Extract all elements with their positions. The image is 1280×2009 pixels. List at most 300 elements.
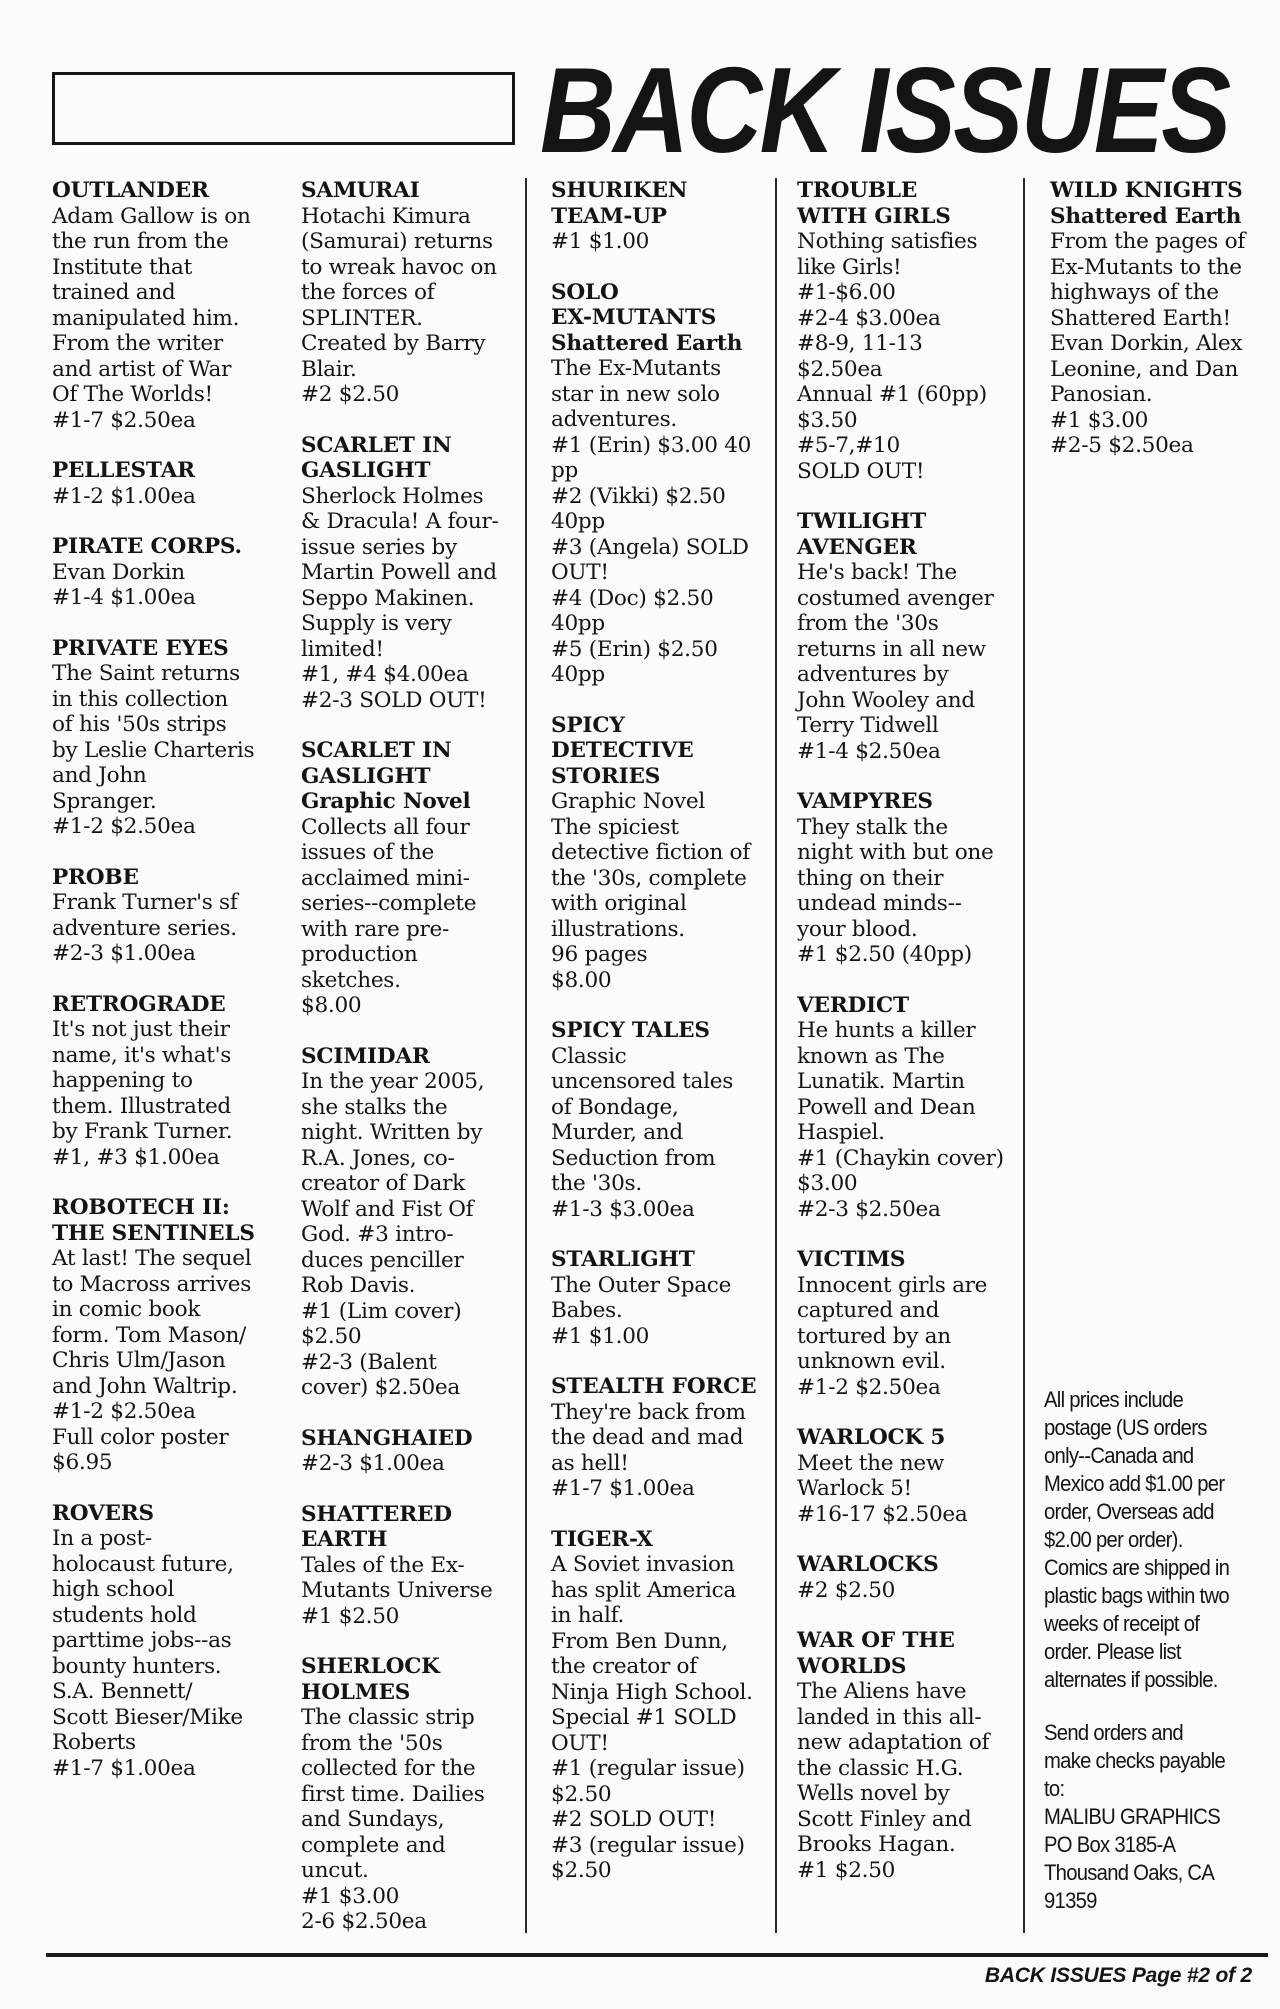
entry-text: thing on their: [797, 865, 944, 891]
entry-text: adventure series.: [52, 915, 237, 941]
entry-title: OUTLANDER: [52, 178, 209, 203]
entry-text: Shattered Earth!: [1050, 305, 1231, 331]
entry-title: ROVERS: [52, 1500, 154, 1526]
entry-text: The Aliens have: [797, 1679, 967, 1704]
entry-text: the '30s.: [551, 1171, 642, 1196]
entry-text: #1-4 $2.50ea: [797, 738, 941, 764]
entry-text: 2-6 $2.50ea: [301, 1909, 427, 1934]
pricing-paragraph: [1044, 1386, 1247, 1694]
entry-text: #2 (Vikki) $2.50: [551, 483, 726, 509]
column-2: [301, 178, 527, 1933]
entry-text: The classic strip: [301, 1705, 475, 1730]
entry-text: Created by Barry: [301, 331, 486, 356]
entry-text: #1 $2.50: [797, 1857, 896, 1883]
entry-text: tortured by an: [797, 1323, 951, 1349]
entry-text: of his '50s strips: [52, 712, 227, 737]
entry-text: #1-4 $1.00ea: [52, 585, 196, 610]
entry-text: Scott Finley and: [797, 1806, 972, 1832]
listing-entry: [797, 1552, 1023, 1603]
listing-entry: [52, 1501, 274, 1782]
entry-text: Of The Worlds!: [52, 382, 213, 407]
entry-text: with rare pre-: [301, 916, 450, 942]
entry-text: John Wooley and: [797, 687, 975, 713]
entry-text: #4 (Doc) $2.50: [551, 585, 714, 611]
entry-text: the run from the: [52, 229, 229, 254]
entry-text: Tales of the Ex-: [301, 1552, 465, 1578]
notice-line: alternates if possible.: [1044, 1667, 1218, 1692]
entry-text: to Macross arrives: [52, 1271, 252, 1297]
column-3: [551, 178, 777, 1933]
entry-text: and John: [52, 763, 147, 788]
address-paragraph: [1044, 1719, 1247, 1915]
entry-text: students hold: [52, 1602, 197, 1628]
entry-text: From the writer: [52, 331, 223, 356]
notice-line: order. Please list: [1044, 1639, 1181, 1664]
entry-text: illustrations.: [551, 916, 685, 942]
entry-text: creator of Dark: [301, 1171, 465, 1196]
entry-title: STARLIGHT: [551, 1247, 695, 1272]
entry-text: Mutants Universe: [301, 1578, 493, 1603]
ordering-notice: [1044, 1386, 1247, 1940]
entry-text: #1-2 $2.50ea: [797, 1374, 941, 1400]
entry-text: Brooks Hagan.: [797, 1832, 956, 1857]
entry-text: God. #3 intro-: [301, 1222, 454, 1247]
entry-text: From Ben Dunn,: [551, 1628, 728, 1654]
entry-text: #2 $2.50: [301, 382, 400, 407]
listing-entry: [301, 1044, 525, 1401]
entry-text: to wreak havoc on: [301, 254, 497, 280]
entry-text: OUT!: [551, 1730, 609, 1756]
listing-entry: [52, 1195, 274, 1476]
entry-text: from the '30s: [797, 611, 939, 636]
entry-text: Institute that: [52, 254, 192, 280]
column-5: [1050, 178, 1260, 484]
entry-text: Lunatik. Martin: [797, 1069, 965, 1094]
entry-title: VICTIMS: [797, 1247, 906, 1272]
listing-entry: [551, 280, 775, 688]
notice-line: Thousand Oaks, CA: [1044, 1860, 1215, 1885]
entry-text: 40pp: [551, 611, 605, 636]
listing-entry: [52, 534, 274, 611]
entry-title: SPICY: [551, 712, 625, 738]
entry-text: Haspiel.: [797, 1120, 885, 1145]
entry-text: has split America: [551, 1577, 736, 1603]
entry-text: #2-3 $1.00ea: [52, 941, 196, 966]
entry-text: #5-7,#10: [797, 433, 900, 458]
entry-text: and John Waltrip.: [52, 1373, 238, 1399]
entry-text: #1-2 $2.50ea: [52, 814, 196, 839]
entry-text: the '30s, complete: [551, 865, 747, 891]
entry-title: WARLOCKS: [797, 1552, 939, 1577]
listing-entry: [52, 992, 274, 1171]
entry-text: #5 (Erin) $2.50: [551, 636, 718, 662]
entry-text: form. Tom Mason/: [52, 1322, 247, 1348]
entry-text: Evan Dorkin: [52, 559, 185, 585]
entry-text: Martin Powell and: [301, 560, 497, 585]
entry-text: Seppo Makinen.: [301, 585, 475, 611]
entry-text: Ex-Mutants to the: [1050, 254, 1242, 280]
entry-text: from the '50s: [301, 1730, 443, 1756]
entry-text: Blair.: [301, 356, 357, 382]
entry-text: (Samurai) returns: [301, 229, 493, 254]
listing-entry: [797, 509, 1023, 764]
entry-text: 40pp: [551, 662, 605, 687]
entry-text: Rob Davis.: [301, 1273, 416, 1298]
entry-text: parttime jobs--as: [52, 1628, 232, 1653]
entry-text: #2-4 $3.00ea: [797, 305, 941, 331]
entry-text: holocaust future,: [52, 1551, 234, 1577]
entry-text: Graphic Novel: [551, 789, 705, 814]
entry-text: by Frank Turner.: [52, 1119, 233, 1144]
entry-text: landed in this all-: [797, 1704, 982, 1730]
entry-text: night with but one: [797, 840, 994, 865]
entry-text: SOLD OUT!: [797, 458, 925, 484]
notice-line: plastic bags within two: [1044, 1583, 1229, 1608]
listing-entry: [52, 636, 274, 840]
entry-text: adventures.: [551, 407, 677, 432]
entry-text: He's back! The: [797, 560, 957, 585]
listing-entry: [551, 178, 775, 255]
entry-text: $8.00: [301, 993, 362, 1018]
entry-text: #2-3 (Balent: [301, 1349, 437, 1375]
entry-title: GASLIGHT: [301, 458, 431, 483]
footer-rule: [46, 1953, 1268, 1957]
column-1: [52, 178, 278, 1806]
entry-text: #2-5 $2.50ea: [1050, 433, 1194, 458]
entry-title: WORLDS: [797, 1653, 907, 1679]
entry-text: undead minds--: [797, 891, 962, 916]
entry-text: #1-7 $1.00ea: [52, 1755, 196, 1781]
entry-text: They stalk the: [797, 814, 948, 840]
entry-text: trained and: [52, 280, 176, 305]
entry-text: The Saint returns: [52, 661, 240, 686]
entry-text: OUT!: [551, 560, 609, 585]
listing-entry: [1050, 178, 1256, 459]
entry-text: Spranger.: [52, 788, 157, 814]
entry-text: Terry Tidwell: [797, 713, 939, 738]
listing-entry: [52, 458, 274, 509]
entry-title: GASLIGHT: [301, 763, 431, 789]
listing-entry: [52, 178, 274, 433]
entry-text: Nothing satisfies: [797, 229, 978, 254]
entry-text: Powell and Dean: [797, 1094, 976, 1120]
notice-line: Send orders and: [1044, 1720, 1183, 1745]
entry-text: of Bondage,: [551, 1094, 679, 1120]
entry-text: #1-3 $3.00ea: [551, 1196, 695, 1222]
entry-text: #16-17 $2.50ea: [797, 1501, 968, 1527]
entry-text: known as The: [797, 1043, 945, 1069]
entry-text: bounty hunters.: [52, 1653, 222, 1679]
entry-text: by Leslie Charteris: [52, 737, 255, 763]
entry-title: SHANGHAIED: [301, 1425, 473, 1451]
entry-text: collected for the: [301, 1756, 476, 1781]
listing-entry: [301, 1654, 525, 1935]
entry-text: $2.50: [551, 1858, 612, 1883]
entry-text: #1, #4 $4.00ea: [301, 662, 469, 687]
entry-text: high school: [52, 1577, 175, 1602]
entry-text: Meet the new: [797, 1450, 945, 1476]
entry-text: unknown evil.: [797, 1349, 946, 1374]
entry-text: night. Written by: [301, 1120, 483, 1145]
entry-text: 40pp: [551, 509, 605, 534]
entry-title: EX-MUTANTS: [551, 305, 717, 330]
listing-entry: [797, 789, 1023, 968]
entry-text: Sherlock Holmes: [301, 483, 484, 509]
entry-text: #1 $1.00: [551, 1323, 650, 1349]
entry-text: #1 $2.50 (40pp): [797, 942, 972, 967]
entry-text: SPLINTER.: [301, 305, 423, 331]
entry-text: The Outer Space: [551, 1272, 732, 1298]
entry-text: limited!: [301, 636, 384, 662]
entry-text: detective fiction of: [551, 840, 750, 865]
entry-text: In a post-: [52, 1526, 152, 1551]
entry-title: SPICY TALES: [551, 1018, 710, 1043]
entry-text: #1 (regular issue): [551, 1756, 745, 1781]
entry-text: Frank Turner's sf: [52, 890, 238, 915]
entry-text: Leonine, and Dan: [1050, 356, 1239, 382]
entry-text: and Sundays,: [301, 1807, 445, 1832]
listing-entry: [52, 865, 274, 967]
entry-text: #1-7 $2.50ea: [52, 407, 196, 433]
entry-title: Graphic Novel: [301, 789, 471, 814]
listing-entry: [301, 433, 525, 714]
entry-title: AVENGER: [797, 534, 917, 560]
entry-title: SOLO: [551, 279, 619, 305]
entry-text: name, it's what's: [52, 1042, 232, 1068]
entry-text: #1 (Chaykin cover): [797, 1145, 1004, 1171]
entry-text: #1 $1.00: [551, 229, 650, 254]
entry-title: VAMPYRES: [797, 789, 933, 814]
listing-entry: [551, 1247, 775, 1349]
entry-title: SHERLOCK: [301, 1654, 440, 1679]
footer-page-label: BACK ISSUES Page #2 of 2: [984, 1964, 1252, 1987]
entry-text: star in new solo: [551, 381, 720, 407]
entry-title: PRIVATE EYES: [52, 635, 229, 661]
entry-text: #3 (regular issue): [551, 1832, 745, 1858]
entry-title: TWILIGHT: [797, 509, 927, 534]
entry-text: Wells novel by: [797, 1781, 950, 1806]
listing-entry: [551, 1527, 775, 1884]
entry-text: Annual #1 (60pp): [797, 382, 987, 407]
entry-text: Innocent girls are: [797, 1272, 988, 1298]
listing-entry: [301, 178, 525, 408]
entry-text: adventures by: [797, 662, 949, 687]
entry-text: $2.50ea: [797, 356, 883, 382]
entry-title: SHURIKEN: [551, 178, 688, 203]
entry-title: DETECTIVE: [551, 738, 694, 763]
entry-text: Collects all four: [301, 814, 470, 840]
entry-text: Full color poster: [52, 1424, 229, 1450]
entry-text: Chris Ulm/Jason: [52, 1348, 226, 1373]
entry-text: #1-2 $1.00ea: [52, 483, 196, 509]
entry-text: Warlock 5!: [797, 1476, 912, 1501]
entry-text: #1, #3 $1.00ea: [52, 1144, 220, 1170]
entry-text: in comic book: [52, 1297, 201, 1322]
entry-title: SCARLET IN: [301, 738, 452, 763]
entry-text: He hunts a killer: [797, 1018, 976, 1043]
entry-text: & Dracula! A four-: [301, 509, 499, 534]
page-title: BACK ISSUES: [540, 42, 1229, 178]
entry-text: #1-$6.00: [797, 280, 896, 305]
entry-title: SAMURAI: [301, 178, 420, 203]
entry-text: acclaimed mini-: [301, 865, 470, 891]
entry-text: Evan Dorkin, Alex: [1050, 331, 1243, 356]
entry-text: the classic H.G.: [797, 1755, 964, 1781]
entry-text: the creator of: [551, 1654, 697, 1679]
listing-entry: [797, 993, 1023, 1223]
entry-title: WARLOCK 5: [797, 1425, 946, 1450]
entry-text: highways of the: [1050, 280, 1219, 305]
entry-title: SCIMIDAR: [301, 1043, 430, 1069]
entry-text: first time. Dailies: [301, 1781, 485, 1807]
entry-title: SCARLET IN: [301, 432, 452, 458]
entry-text: as hell!: [551, 1450, 629, 1476]
listing-entry: [301, 1426, 525, 1477]
entry-text: in half.: [551, 1603, 625, 1628]
notice-line: make checks payable: [1044, 1748, 1226, 1773]
notice-line: $2.00 per order).: [1044, 1527, 1183, 1552]
entry-text: Murder, and: [551, 1120, 683, 1145]
listing-entry: [551, 1018, 775, 1222]
entry-title: Shattered Earth: [551, 330, 743, 356]
entry-text: #1 $3.00: [301, 1883, 400, 1909]
entry-text: new adaptation of: [797, 1730, 990, 1755]
notice-line: 91359: [1044, 1888, 1097, 1913]
entry-text: In the year 2005,: [301, 1069, 485, 1094]
notice-line: PO Box 3185-A: [1044, 1832, 1176, 1857]
notice-line: Comics are shipped in: [1044, 1555, 1230, 1580]
entry-text: in this collection: [52, 686, 228, 712]
entry-text: cover) $2.50ea: [301, 1375, 460, 1400]
entry-title: STORIES: [551, 763, 661, 789]
entry-title: WAR OF THE: [797, 1628, 955, 1653]
listing-entry: [797, 178, 1023, 484]
entry-text: duces penciller: [301, 1247, 464, 1273]
entry-text: pp: [551, 458, 579, 483]
notice-line: MALIBU GRAPHICS: [1044, 1804, 1220, 1829]
notice-line: to:: [1044, 1776, 1065, 1801]
entry-text: production: [301, 942, 418, 967]
entry-text: Special #1 SOLD: [551, 1705, 737, 1730]
entry-text: costumed avenger: [797, 585, 994, 611]
notice-line: All prices include: [1044, 1387, 1183, 1412]
entry-text: like Girls!: [797, 254, 902, 280]
entry-text: $6.95: [52, 1450, 113, 1475]
entry-text: #2 $2.50: [797, 1577, 896, 1603]
entry-text: At last! The sequel: [52, 1246, 252, 1271]
entry-title: Shattered Earth: [1050, 203, 1242, 229]
listing-entry: [797, 1628, 1023, 1883]
entry-text: Babes.: [551, 1298, 623, 1323]
entry-text: 96 pages: [551, 942, 648, 967]
entry-text: #2-3 $1.00ea: [301, 1451, 445, 1476]
entry-text: happening to: [52, 1068, 193, 1093]
entry-text: Seduction from: [551, 1145, 716, 1171]
entry-text: #1 $3.00: [1050, 407, 1149, 433]
listing-entry: [551, 1374, 775, 1502]
entry-text: issue series by: [301, 534, 457, 560]
listing-entry: [301, 1502, 525, 1630]
entry-text: series--complete: [301, 891, 477, 916]
entry-title: SHATTERED: [301, 1501, 452, 1527]
entry-text: #2-3 $2.50ea: [797, 1196, 941, 1222]
entry-text: They're back from: [551, 1399, 746, 1425]
entry-title: TIGER-X: [551, 1526, 653, 1552]
entry-text: issues of the: [301, 840, 435, 865]
entry-text: uncut.: [301, 1858, 369, 1883]
entry-text: Hotachi Kimura: [301, 203, 471, 229]
entry-title: PROBE: [52, 864, 139, 890]
entry-text: $3.50: [797, 407, 858, 433]
notice-line: order, Overseas add: [1044, 1499, 1214, 1524]
entry-title: PELLESTAR: [52, 458, 195, 483]
entry-title: THE SENTINELS: [52, 1220, 255, 1246]
entry-text: The Ex-Mutants: [551, 356, 721, 381]
column-4: [797, 178, 1025, 1933]
entry-text: #2 SOLD OUT!: [551, 1807, 717, 1832]
entry-title: VERDICT: [797, 992, 909, 1018]
entry-text: S.A. Bennett/: [52, 1679, 193, 1704]
entry-text: Panosian.: [1050, 382, 1153, 407]
entry-text: A Soviet invasion: [551, 1552, 735, 1577]
entry-text: captured and: [797, 1298, 940, 1323]
entry-title: TROUBLE: [797, 178, 918, 203]
entry-text: #1 (Erin) $3.00 40: [551, 432, 752, 458]
entry-text: Wolf and Fist Of: [301, 1196, 474, 1222]
entry-text: returns in all new: [797, 636, 986, 662]
entry-text: $3.00: [797, 1171, 858, 1196]
entry-text: $2.50: [551, 1781, 612, 1807]
entry-title: HOLMES: [301, 1679, 411, 1705]
entry-text: The spiciest: [551, 814, 679, 840]
entry-text: #1-7 $1.00ea: [551, 1476, 695, 1501]
notice-line: weeks of receipt of: [1044, 1611, 1200, 1636]
entry-text: From the pages of: [1050, 229, 1246, 254]
listing-entry: [797, 1425, 1023, 1527]
entry-text: #1-2 $2.50ea: [52, 1399, 196, 1424]
entry-text: #8-9, 11-13: [797, 331, 923, 356]
entry-text: #3 (Angela) SOLD: [551, 534, 749, 560]
entry-title: RETROGRADE: [52, 991, 226, 1017]
entry-text: manipulated him.: [52, 305, 240, 331]
entry-text: the dead and mad: [551, 1425, 744, 1450]
entry-title: ROBOTECH II:: [52, 1195, 230, 1220]
entry-text: Adam Gallow is on: [52, 203, 251, 229]
entry-text: complete and: [301, 1832, 446, 1858]
notice-line: postage (US orders: [1044, 1415, 1207, 1440]
entry-text: It's not just their: [52, 1017, 230, 1042]
entry-text: #1 $2.50: [301, 1603, 400, 1629]
entry-text: Classic: [551, 1043, 627, 1069]
entry-text: Supply is very: [301, 611, 452, 636]
entry-text: sketches.: [301, 967, 401, 993]
entry-text: them. Illustrated: [52, 1093, 231, 1119]
entry-text: R.A. Jones, co-: [301, 1145, 455, 1171]
entry-title: STEALTH FORCE: [551, 1374, 757, 1399]
entry-title: WILD KNIGHTS: [1050, 178, 1243, 203]
entry-text: the forces of: [301, 280, 435, 305]
entry-title: EARTH: [301, 1527, 388, 1552]
entry-text: Roberts: [52, 1730, 136, 1755]
entry-text: #1 (Lim cover): [301, 1298, 462, 1324]
entry-title: WITH GIRLS: [797, 203, 951, 229]
notice-line: only--Canada and: [1044, 1443, 1194, 1468]
entry-text: Ninja High School.: [551, 1679, 753, 1705]
entry-text: $8.00: [551, 967, 612, 993]
notice-line: Mexico add $1.00 per: [1044, 1471, 1225, 1496]
listing-entry: [797, 1247, 1023, 1400]
entry-text: uncensored tales: [551, 1069, 733, 1094]
